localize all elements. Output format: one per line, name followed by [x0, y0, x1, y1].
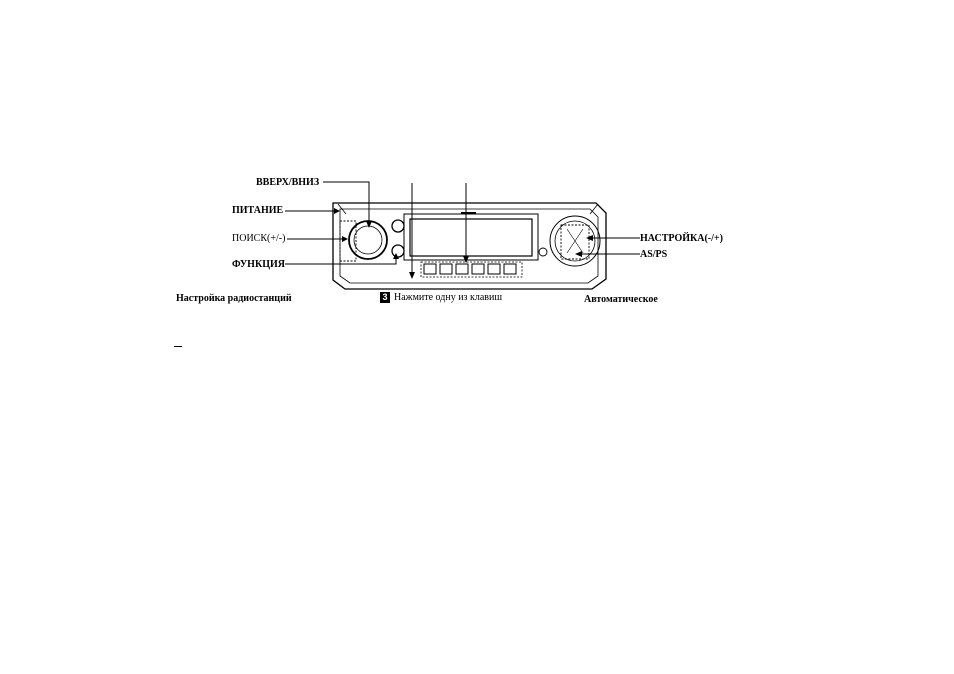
power-button [392, 220, 404, 232]
radio-housing [333, 203, 606, 289]
display-window [404, 214, 538, 260]
step-number-badge: 3 [380, 292, 390, 303]
tuning-knob [550, 216, 600, 266]
label-power: ПИТАНИЕ [232, 205, 284, 216]
label-up-down: ВВЕРХ/ВНИЗ [256, 177, 320, 188]
leader-lines-left [285, 182, 396, 264]
search-knob [340, 221, 387, 261]
label-asps: AS/PS [640, 249, 668, 260]
caption-automatic: Автоматическое [584, 294, 658, 305]
caption-press-key: Нажмите одну из клавиш [394, 292, 503, 303]
caption-station-tuning: Настройка радиостанций [176, 293, 292, 304]
label-function: ФУНКЦИЯ [232, 259, 285, 270]
label-search: ПОИСК(+/-) [232, 233, 286, 244]
indicator-light [539, 248, 547, 256]
caption-step-3 [380, 292, 502, 304]
label-tuning: НАСТРОЙКА(-/+) [640, 233, 723, 244]
dash-mark [174, 346, 182, 347]
function-button [392, 245, 404, 257]
leader-lines-right [578, 238, 640, 254]
preset-buttons [421, 262, 522, 277]
